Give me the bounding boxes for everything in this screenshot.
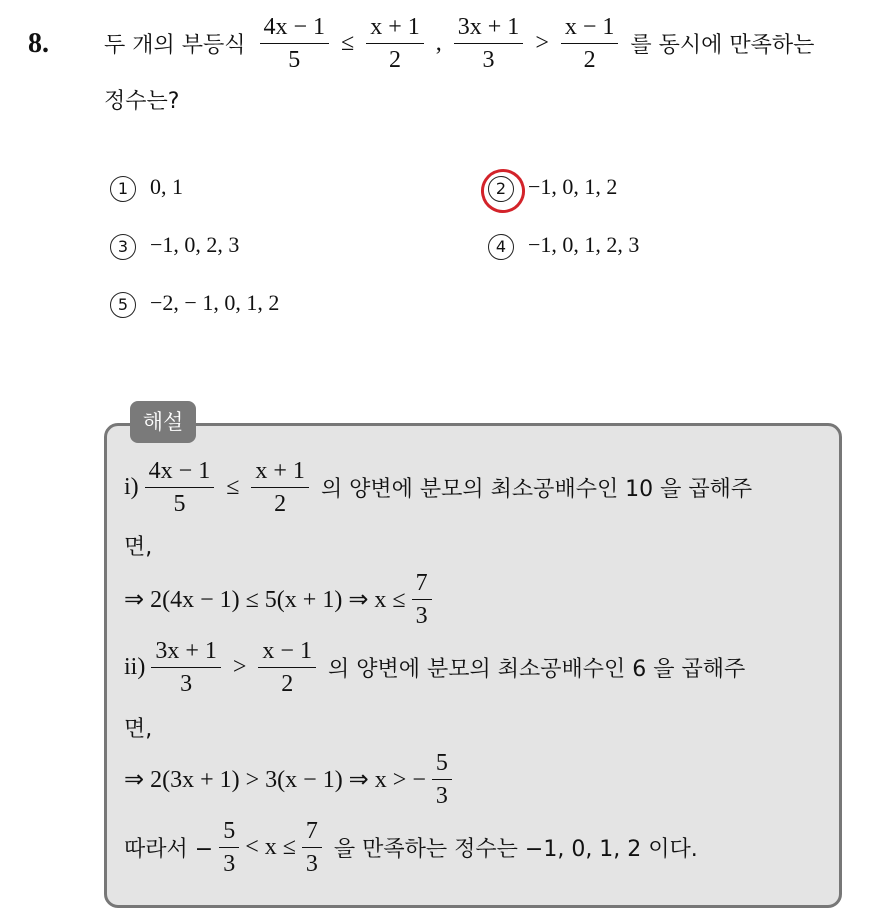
choice-mark: 4 [488,234,514,260]
choice-text: 0, 1 [150,174,183,199]
question-tail: 를 동시에 만족하는 [630,33,815,59]
choice-mark: 1 [110,176,136,202]
solution-tag: 해설 [130,401,196,443]
choice-2[interactable] [488,174,617,202]
ineq-separator: , [435,30,442,57]
solution-step1-cont: 면, [124,535,153,560]
ineq1-op: ≤ [341,30,355,57]
s2-frac1: $\frac{3x + 1}{3}$ [151,638,221,698]
ineq2-op: > [535,30,549,57]
solution-step1-result: ⇒ 2(4x − 1) ≤ 5(x + 1) ⇒ x ≤ $\frac{7}{3}$ [124,570,438,630]
ineq2-lhs: $\frac{3x + 1}{3}$ [454,14,524,74]
question-number: 8. [28,28,49,59]
solution-step1: i) $\frac{4x - 1}{5}$ ≤ $\frac{x + 1}{2}$ 의 양변에 분모의 최소공배수인 10 을 곱해주 [124,458,753,518]
solution-conclusion: 따라서 − $\frac{5}{3}$ < x ≤ $\frac{7}{3}$ 을 만족하는 정수는 −1, 0, 1, 2 이다. [124,818,698,878]
choice-text: −1, 0, 2, 3 [150,232,240,257]
selection-circle [477,165,529,217]
choice-1[interactable] [110,174,183,202]
choice-mark: 5 [110,292,136,318]
choice-text: −1, 0, 1, 2, 3 [528,232,640,257]
choice-mark: 3 [110,234,136,260]
solution-step2-result: ⇒ 2(3x + 1) > 3(x − 1) ⇒ x > − $\frac{5}{3}$ [124,750,458,810]
s1-frac2: $\frac{x + 1}{2}$ [251,458,309,518]
solution-step2: ii) $\frac{3x + 1}{3}$ > $\frac{x - 1}{2}$ 의 양변에 분모의 최소공배수인 6 을 곱해주 [124,638,746,698]
ineq1-rhs: $\frac{x + 1}{2}$ [366,14,424,74]
solution-step2-cont: 면, [124,717,153,742]
choice-5[interactable] [110,290,279,318]
question-intro: 두 개의 부등식 [104,33,246,59]
question-stem [104,14,814,74]
question-line2: 정수는? [104,89,180,114]
choice-3[interactable] [110,232,239,260]
ineq1-lhs: $\frac{4x - 1}{5}$ [260,14,330,74]
s1-frac1: $\frac{4x - 1}{5}$ [145,458,215,518]
ineq2-rhs: $\frac{x - 1}{2}$ [561,14,619,74]
choice-4[interactable] [488,232,639,260]
choice-mark: 2 [488,176,514,202]
s2-frac2: $\frac{x - 1}{2}$ [258,638,316,698]
choice-text: −2, − 1, 0, 1, 2 [150,290,280,315]
choice-text: −1, 0, 1, 2 [528,174,618,199]
